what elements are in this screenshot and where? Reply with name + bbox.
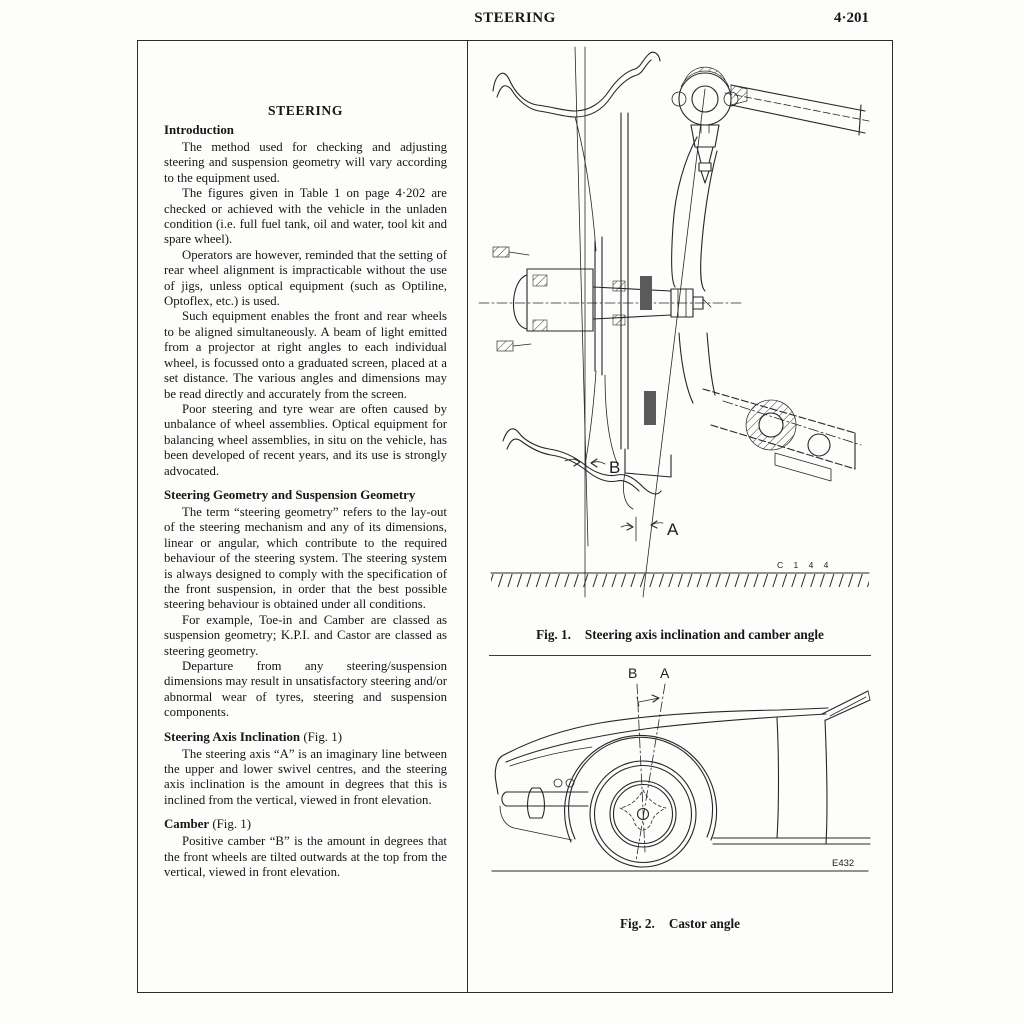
paragraph: The figures given in Table 1 on page 4·202 are checked or achieved with the vehicle in the unladen condition (i.e. full fuel tank, oil and water, tool kit and spare wheel). — [164, 186, 447, 247]
fig1-drawing-code: C 1 4 4 — [777, 560, 833, 570]
section-heading-steering-axis-inclination: Steering Axis Inclination (Fig. 1) — [164, 729, 342, 744]
fig1-label-a: A — [667, 520, 679, 539]
fig1-label-b: B — [609, 458, 621, 477]
fig1-caption-text: Steering axis inclination and camber angle — [584, 627, 824, 642]
fig2-caption-text: Castor angle — [668, 916, 740, 931]
paragraph: Poor steering and tyre wear are often caused by unbalance of wheel assemblies. Optical equipment for balancing wheel assemblies, in situ on the vehicle, has been developed of recent years, and its use is strongly advocated. — [164, 401, 447, 478]
fig2-drawing-code: E432 — [832, 858, 855, 869]
fig2-label-b: B — [628, 665, 638, 681]
fig1-suspension-section-illustration — [475, 41, 885, 619]
paragraph: For example, Toe-in and Camber are classed as suspension geometry; K.P.I. and Castor are classed as steering geometry. — [164, 612, 447, 658]
fig2-caption-label: Fig. 2. — [620, 916, 655, 931]
paragraph: The steering axis “A” is an imaginary line between the upper and lower swivel centres, and the steering axis inclination is the amount in degrees that this is inclined from the vertical, viewed in front elevation. — [164, 746, 447, 807]
fig1-caption — [536, 627, 824, 643]
fig2-caption — [620, 916, 740, 932]
text-column — [138, 41, 468, 992]
fig1-caption-label: Fig. 1. — [536, 627, 571, 642]
section-heading-camber: Camber (Fig. 1) — [164, 817, 252, 832]
figure-2 — [468, 656, 892, 932]
section-heading-steering-geometry: Steering Geometry and Suspension Geometry — [164, 487, 416, 502]
paragraph: Positive camber “B” is the amount in degrees that the front wheels are tilted outwards at the top from the vertical, viewed in front elevation. — [164, 834, 447, 880]
content-box — [137, 40, 893, 993]
fig2-label-a: A — [660, 665, 670, 681]
figure-1 — [468, 41, 892, 643]
article-title: STEERING — [267, 103, 344, 118]
page-number: 4·201 — [833, 10, 869, 26]
paragraph: Departure from any steering/suspension dimensions may result in unsatisfactory steering and/or abnormal wear of tyres, steering and suspension components. — [164, 659, 447, 720]
paragraph: The method used for checking and adjusting steering and suspension geometry will vary according to the equipment used. — [164, 140, 447, 185]
paragraph: Such equipment enables the front and rear wheels to be aligned simultaneously. A beam of light emitted from a projector at right angles to each individual wheel, is focussed onto a graduated screen, placed at a set distance. The various angles and dimensions may be read directly and accurately from the screen. — [164, 309, 447, 401]
page-header — [137, 10, 893, 34]
figure-column — [468, 41, 892, 992]
page-header-title: STEERING — [474, 10, 556, 26]
fig2-castor-angle-illustration — [480, 656, 880, 908]
paragraph: Operators are however, reminded that the setting of rear wheel alignment is impracticable without the use of jigs, unless optical equipment (such as Optiline, Optoflex, etc.) is used. — [164, 247, 447, 309]
section-heading-introduction: Introduction — [164, 123, 234, 137]
paragraph: The term “steering geometry” refers to the lay-out of the steering mechanism and any of its dimensions, linear or angular, which contribute to the required behaviour of the steering system. The steering system is always designed to comply with the specification of the front suspension, in order that the best possible steering behaviour is obtained under all conditions. — [164, 504, 447, 612]
